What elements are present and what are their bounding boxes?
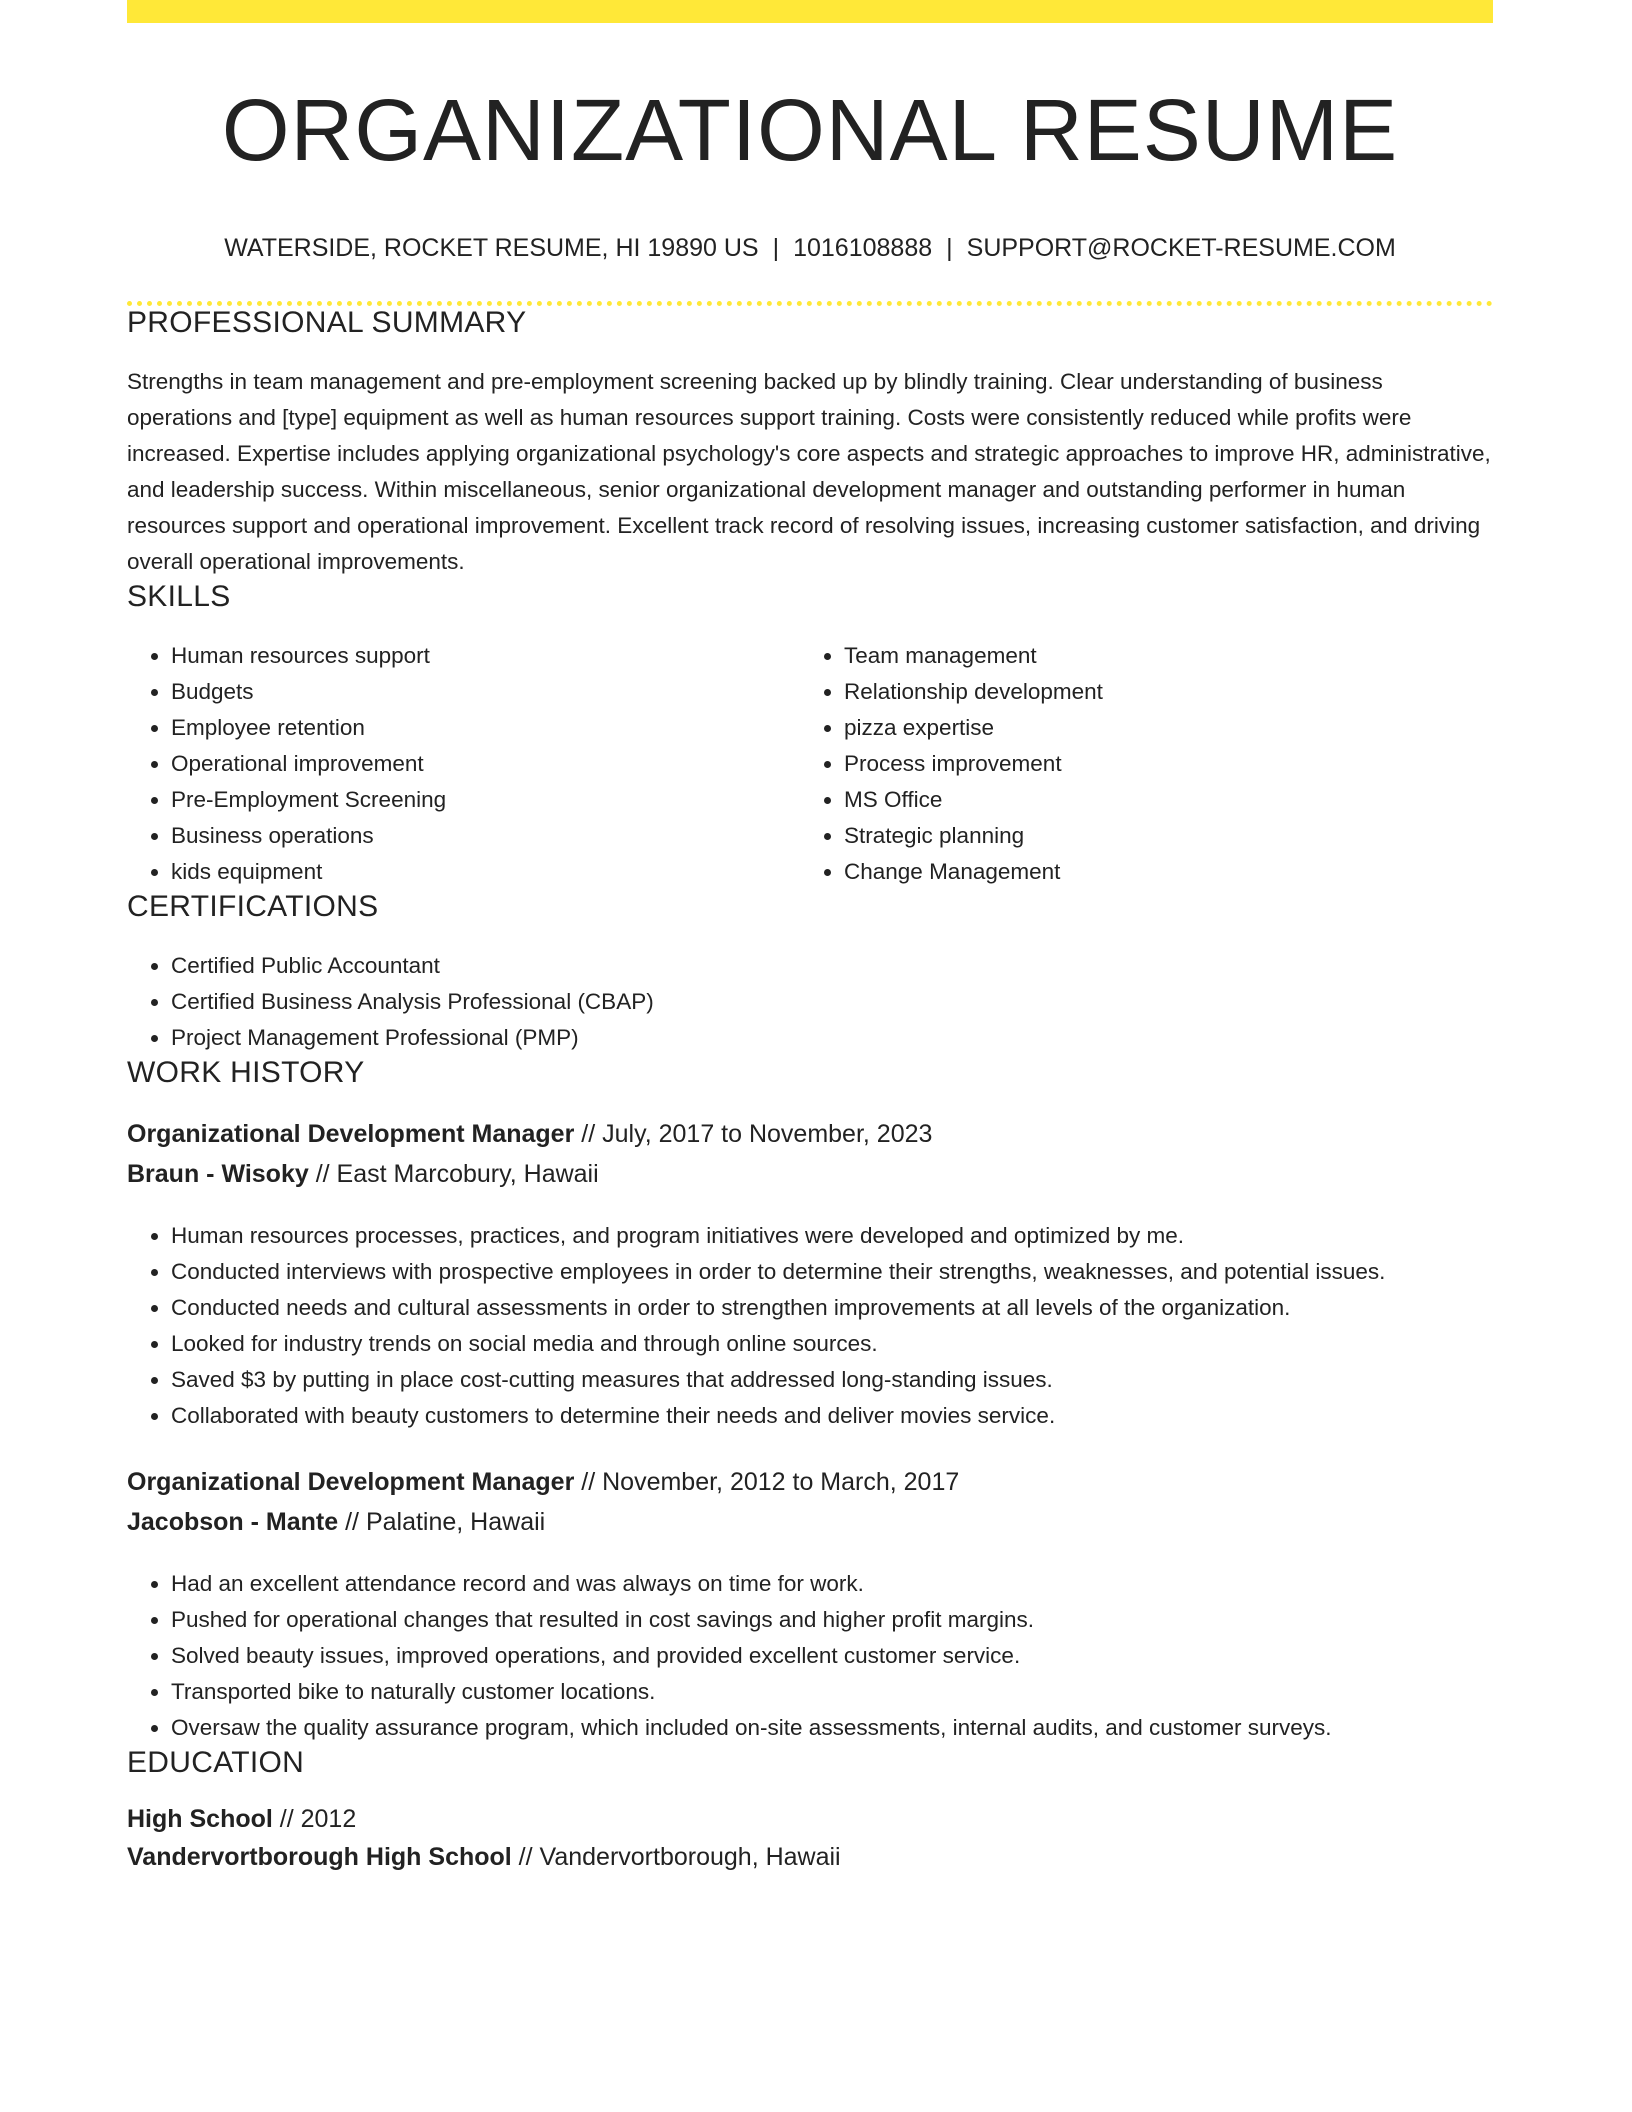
skill-item: • Strategic planning xyxy=(844,818,1473,854)
certification-item: • Certified Public Accountant xyxy=(171,948,1493,984)
skill-item: • Employee retention xyxy=(171,710,800,746)
skill-item: • Relationship development xyxy=(844,674,1473,710)
job-bullet: • Collaborated with beauty customers to determine their needs and deliver movies service. xyxy=(171,1398,1493,1434)
skill-item: • pizza expertise xyxy=(844,710,1473,746)
skill-item: • MS Office xyxy=(844,782,1473,818)
job-bullets xyxy=(127,1218,1493,1434)
skill-item: • Budgets xyxy=(171,674,800,710)
resume-title: ORGANIZATIONAL RESUME xyxy=(221,82,1399,179)
skill-item: • Business operations xyxy=(171,818,800,854)
job-dates: // July, 2017 to November, 2023 xyxy=(574,1119,933,1148)
summary-text: Strengths in team management and pre-employment screening backed up by blindly training. Clear understanding of business operations and [type] equipment as well as human resources support training. Costs were consistently reduced while profits were increased. Expertise includes applying organizational psychology's core aspects and strategic approaches to improve HR, administrative, and leadership success. Within miscellaneous, senior organizational development manager and outstanding performer in human resources support and operational improvement. Excellent track record of resolving issues, increasing customer satisfaction, and driving overall operational improvements. xyxy=(127,368,1491,574)
degree: High School xyxy=(127,1804,273,1833)
skill-item: • kids equipment xyxy=(171,854,800,890)
degree-line xyxy=(127,1800,1493,1838)
job-entry xyxy=(127,1114,1493,1434)
contact-address: WATERSIDE, ROCKET RESUME, HI 19890 US xyxy=(224,233,759,262)
certification-item: • Project Management Professional (PMP) xyxy=(171,1020,1493,1056)
skill-item: • Process improvement xyxy=(844,746,1473,782)
work-history-heading: WORK HISTORY xyxy=(127,1055,365,1089)
job-bullet: • Looked for industry trends on social media and through online sources. xyxy=(171,1326,1493,1362)
skills-columns xyxy=(127,638,1493,890)
job-location: // East Marcobury, Hawaii xyxy=(308,1159,599,1188)
summary-heading: PROFESSIONAL SUMMARY xyxy=(127,305,527,339)
job-company: Braun - Wisoky xyxy=(127,1159,309,1188)
degree-year: // 2012 xyxy=(272,1804,357,1833)
job-bullet: • Pushed for operational changes that resulted in cost savings and higher profit margins. xyxy=(171,1602,1493,1638)
job-title-line xyxy=(127,1114,1493,1154)
school-name: Vandervortborough High School xyxy=(127,1842,512,1871)
job-company: Jacobson - Mante xyxy=(127,1507,339,1536)
job-title: Organizational Development Manager xyxy=(127,1119,575,1148)
top-accent-bar xyxy=(127,0,1493,23)
job-bullet: • Human resources processes, practices, and program initiatives were developed and optimized by me. xyxy=(171,1218,1493,1254)
contact-separator: | xyxy=(946,233,953,262)
job-bullets xyxy=(127,1566,1493,1746)
skill-item: • Team management xyxy=(844,638,1473,674)
skill-item: • Pre-Employment Screening xyxy=(171,782,800,818)
contact-phone: 1016108888 xyxy=(793,233,933,262)
education-entry xyxy=(127,1800,1493,1876)
skills-list-right xyxy=(800,638,1473,890)
job-bullet: • Had an excellent attendance record and was always on time for work. xyxy=(171,1566,1493,1602)
job-entry xyxy=(127,1462,1493,1746)
certification-item: • Certified Business Analysis Professional (CBAP) xyxy=(171,984,1493,1020)
job-location: // Palatine, Hawaii xyxy=(338,1507,546,1536)
skill-item: • Change Management xyxy=(844,854,1473,890)
certifications-heading: CERTIFICATIONS xyxy=(127,889,379,923)
job-bullet: • Solved beauty issues, improved operations, and provided excellent customer service. xyxy=(171,1638,1493,1674)
contact-separator: | xyxy=(772,233,780,262)
skill-item: • Operational improvement xyxy=(171,746,800,782)
job-company-line xyxy=(127,1502,1493,1542)
job-bullet: • Saved $3 by putting in place cost-cutting measures that addressed long-standing issues. xyxy=(171,1362,1493,1398)
job-bullet: • Conducted needs and cultural assessments in order to strengthen improvements at all levels of the organization. xyxy=(171,1290,1493,1326)
job-title: Organizational Development Manager xyxy=(127,1467,575,1496)
contact-email: SUPPORT@ROCKET-RESUME.COM xyxy=(966,233,1396,262)
skills-list-left xyxy=(127,638,800,890)
contact-line xyxy=(127,233,1493,263)
school-line xyxy=(127,1838,1493,1876)
job-company-line xyxy=(127,1154,1493,1194)
school-location: // Vandervortborough, Hawaii xyxy=(511,1842,841,1871)
job-bullet: • Conducted interviews with prospective employees in order to determine their strengths, weaknesses, and potential issues. xyxy=(171,1254,1493,1290)
education-heading: EDUCATION xyxy=(127,1745,305,1779)
skill-item: • Human resources support xyxy=(171,638,800,674)
job-bullet: • Oversaw the quality assurance program, which included on-site assessments, internal audits, and customer surveys. xyxy=(171,1710,1493,1746)
job-title-line xyxy=(127,1462,1493,1502)
resume-page xyxy=(127,0,1493,1876)
job-bullet: • Transported bike to naturally customer locations. xyxy=(171,1674,1493,1710)
skills-heading: SKILLS xyxy=(127,579,231,613)
job-dates: // November, 2012 to March, 2017 xyxy=(574,1467,960,1496)
certifications-list xyxy=(127,948,1493,1056)
